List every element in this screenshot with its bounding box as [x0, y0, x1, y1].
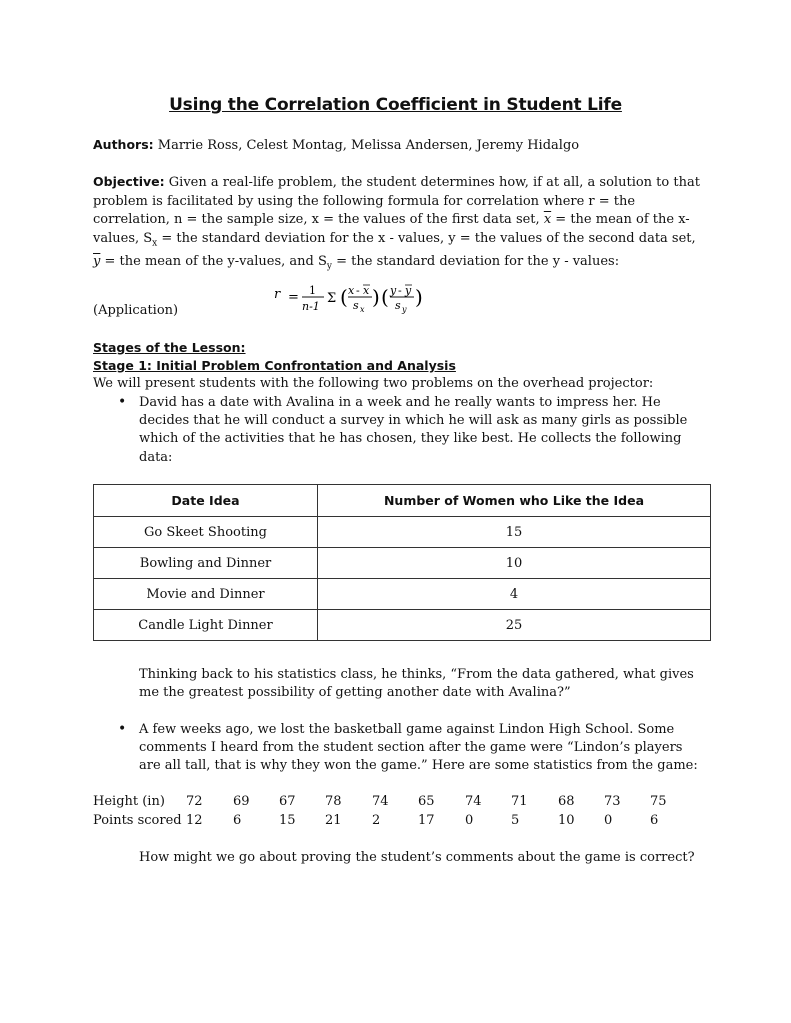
points-value: 6	[233, 813, 242, 828]
formula-sy: s	[395, 299, 401, 312]
height-value: 72	[186, 794, 203, 809]
table-cell: 25	[318, 610, 711, 641]
objective-paragraph	[93, 173, 703, 277]
points-value: 5	[511, 813, 520, 828]
points-value: 0	[604, 813, 613, 828]
formula-numerator: 1	[309, 284, 316, 297]
height-value: 75	[650, 794, 667, 809]
formula-sx: s	[353, 299, 359, 312]
objective-text-2: = the mean of the x-values, S	[93, 212, 690, 247]
table-cell: 10	[318, 548, 711, 579]
points-value: 12	[186, 813, 203, 828]
points-value: 2	[372, 813, 381, 828]
table-cell: Bowling and Dinner	[94, 548, 318, 579]
stage1-heading: Stage 1: Initial Problem Confrontation and Analysis	[93, 358, 456, 373]
svg-text:(: (	[381, 285, 389, 309]
application-label: (Application)	[93, 303, 179, 318]
height-value: 65	[418, 794, 435, 809]
formula-denominator: n-1	[302, 300, 320, 313]
after-table-text: Thinking back to his statistics class, he thinks, “From the data gathered, what gives me the greatest possibility of getting another date with Avalina?”	[139, 667, 694, 701]
table-header-row	[94, 485, 711, 517]
points-value: 17	[418, 813, 435, 828]
table-cell: Movie and Dinner	[94, 579, 318, 610]
svg-text:(: (	[340, 285, 348, 309]
points-value: 0	[465, 813, 474, 828]
objective-text-3: = the standard deviation for the x - values, y = the values of the second data set,	[157, 231, 696, 247]
y-bar-symbol: $\overline{y}$	[93, 254, 101, 270]
formula-r: r	[274, 287, 281, 302]
objective-label: Objective:	[93, 174, 165, 189]
bullet-2-text: A few weeks ago, we lost the basketball game against Lindon High School. Some comments I heard from the student section after the game were “Lindon’s players are all tall, that is why they won the game.” Here are some statistics from the game:	[139, 722, 698, 774]
height-label: Height (in)	[93, 794, 165, 809]
points-value: 10	[558, 813, 575, 828]
table-row	[94, 579, 711, 610]
objective-text-5: = the standard deviation for the y - values:	[331, 254, 620, 270]
height-value: 71	[511, 794, 528, 809]
svg-text:): )	[415, 285, 423, 309]
points-value: 6	[650, 813, 659, 828]
table-cell: 15	[318, 517, 711, 548]
points-value: 15	[279, 813, 296, 828]
svg-text:): )	[372, 285, 380, 309]
authors-line	[93, 136, 703, 156]
formula-xbar: x	[363, 284, 370, 297]
formula-sy-sub: y	[402, 305, 407, 314]
formula-y: y	[390, 284, 397, 297]
intro-text: We will present students with the following two problems on the overhead projector:	[93, 376, 654, 391]
height-value: 69	[233, 794, 250, 809]
formula-sx-sub: x	[360, 305, 365, 314]
formula-equals: =	[288, 290, 299, 305]
table-cell: 4	[318, 579, 711, 610]
points-label: Points scored	[93, 813, 182, 828]
date-ideas-table	[93, 484, 711, 641]
height-value: 68	[558, 794, 575, 809]
objective-text-4: = the mean of the y-values, and S	[100, 254, 327, 270]
stages-heading: Stages of the Lesson:	[93, 340, 246, 355]
x-bar-symbol: $\overline{x}$	[543, 212, 552, 228]
height-value: 73	[604, 794, 621, 809]
bullet-marker: •	[118, 721, 127, 737]
table-header-date-idea: Date Idea	[94, 485, 318, 517]
svg-text:-: -	[356, 284, 360, 297]
table-row	[94, 517, 711, 548]
table-row	[94, 610, 711, 641]
objective-text-1: Given a real-life problem, the student determines how, if at all, a solution to that problem is facilitated by using the following formula for correlation where r = the correlation, n = the sample size, x = the values of the first data set,	[93, 175, 700, 228]
authors-names: Marrie Ross, Celest Montag, Melissa Andersen, Jeremy Hidalgo	[153, 138, 580, 153]
height-value: 67	[279, 794, 296, 809]
table-cell: Candle Light Dinner	[94, 610, 318, 641]
height-value: 74	[372, 794, 389, 809]
table-cell: Go Skeet Shooting	[94, 517, 318, 548]
table-header-number-of-women: Number of Women who Like the Idea	[318, 485, 711, 517]
points-value: 21	[325, 813, 342, 828]
formula-x: x	[348, 284, 355, 297]
bullet-1-text: David has a date with Avalina in a week and he really wants to impress her. He decides that he will conduct a survey in which he will ask as many girls as possible which of the activities that he has chosen, they like best. He collects the following data:	[139, 395, 688, 465]
authors-label: Authors:	[93, 137, 154, 152]
formula-ybar: y	[405, 284, 412, 297]
formula-sigma: Σ	[327, 291, 337, 306]
page-title: Using the Correlation Coefficient in Student Life	[169, 95, 622, 115]
closing-question: How might we go about proving the student’s comments about the game is correct?	[139, 850, 695, 865]
bullet-marker: •	[118, 394, 127, 410]
svg-text:-: -	[398, 284, 402, 297]
table-row	[94, 548, 711, 579]
sy-subscript: y	[326, 262, 332, 272]
sx-subscript: x	[152, 238, 158, 249]
height-value: 74	[465, 794, 482, 809]
height-value: 78	[325, 794, 342, 809]
